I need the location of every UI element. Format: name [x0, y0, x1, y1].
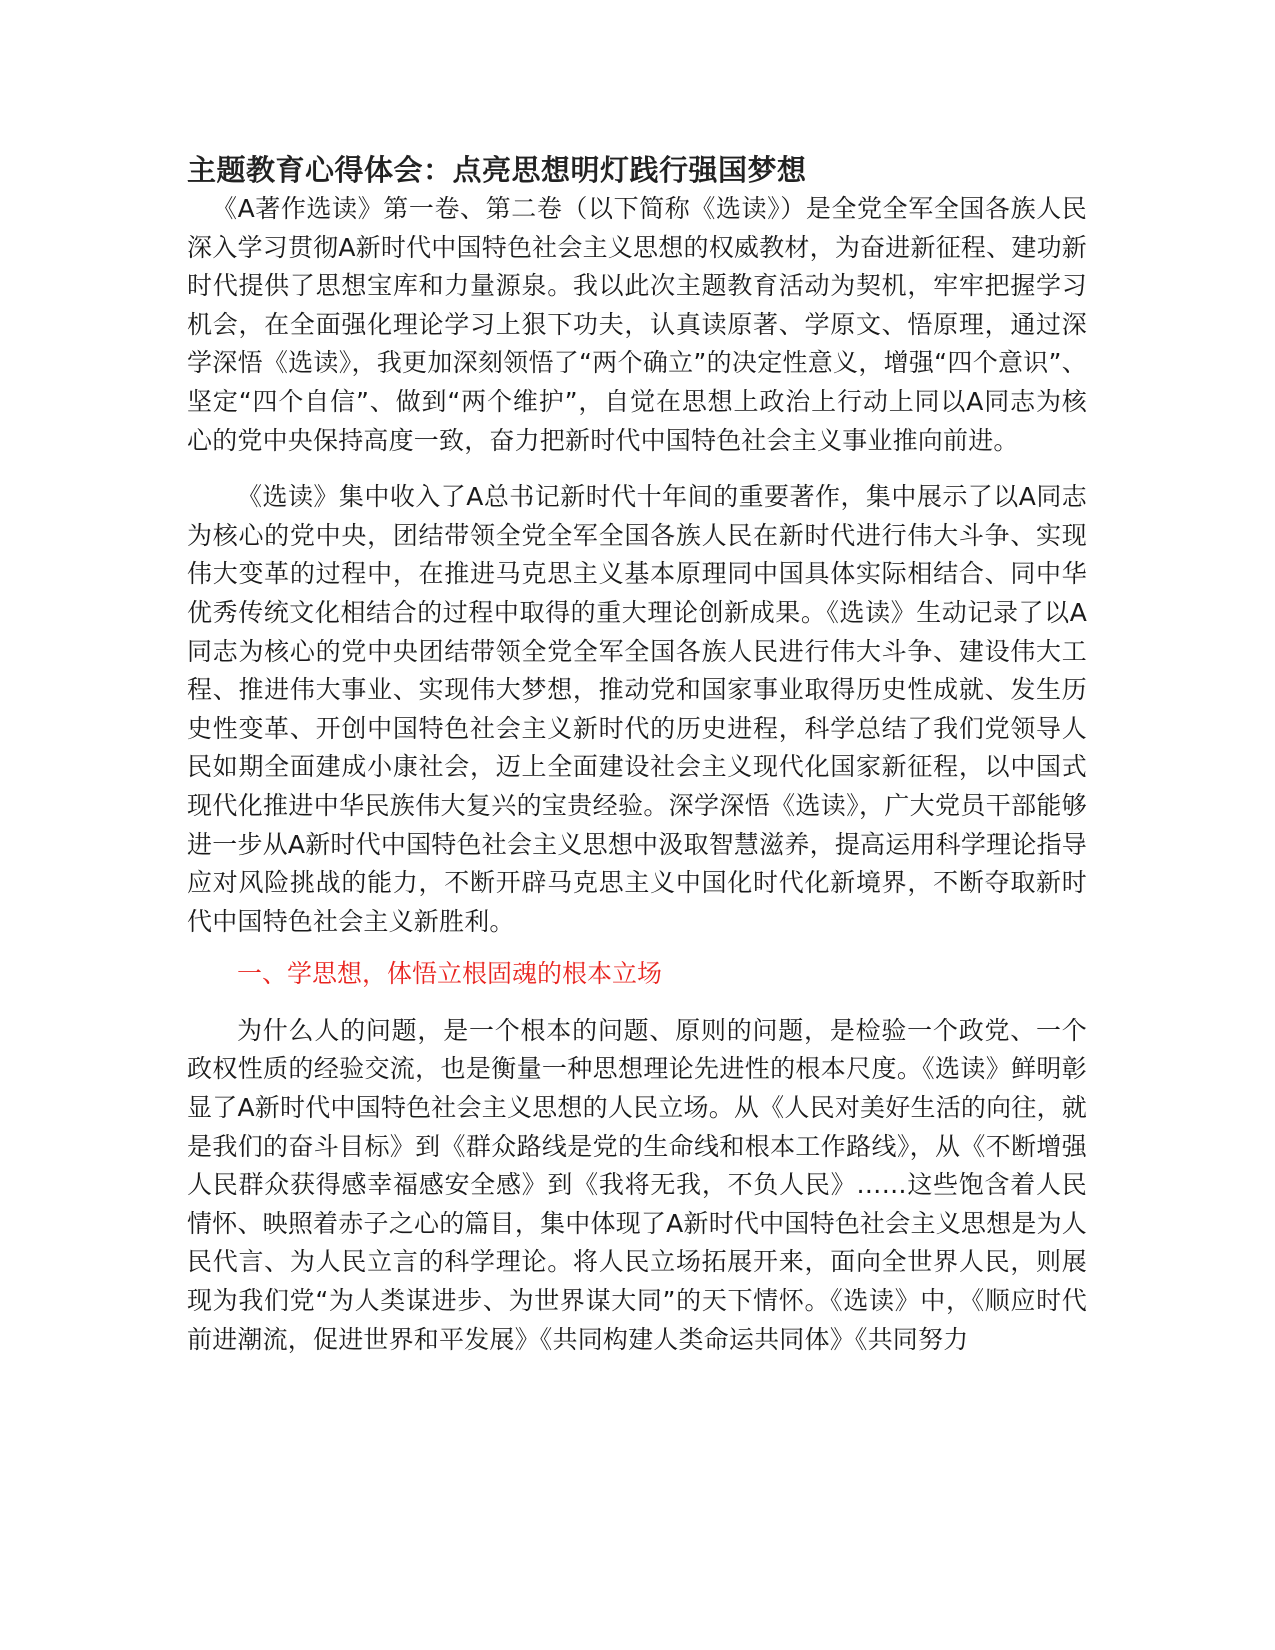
paragraph-intro: 《A著作选读》第一卷、第二卷（以下简称《选读》）是全党全军全国各族人民深入学习贯彻A新时代中国特色社会主义思想的权威教材，为奋进新征程、建功新时代提供了思想宝库和力量源泉。我以此次主题教育活动为契机，牢牢把握学习机会，在全面强化理论学习上狠下功夫，认真读原著、学原文、悟原理，通过深学深悟《选读》，我更加深刻领悟了“两个确立”的决定性意义，增强“四个意识”、坚定“四个自信”、做到“两个维护”，自觉在思想上政治上行动上同以A同志为核心的党中央保持高度一致，奋力把新时代中国特色社会主义事业推向前进。: [187, 194, 1087, 455]
paragraph-people-stance: 为什么人的问题，是一个根本的问题、原则的问题，是检验一个政党、一个政权性质的经验交流，也是衡量一种思想理论先进性的根本尺度。《选读》鲜明彰显了A新时代中国特色社会主义思想的人民立场。从《人民对美好生活的向往，就是我们的奋斗目标》到《群众路线是党的生命线和根本工作路线》，从《不断增强人民群众获得感幸福感安全感》到《我将无我，不负人民》……这些饱含着人民情怀、映照着赤子之心的篇目，集中体现了A新时代中国特色社会主义思想是为人民代言、为人民立言的科学理论。将人民立场拓展开来，面向全世界人民，则展现为我们党“为人类谋进步、为世界谋大同”的天下情怀。《选读》中，《顺应时代前进潮流，促进世界和平发展》《共同构建人类命运共同体》《共同努力: [187, 1015, 1087, 1354]
document-body: [187, 150, 1087, 1359]
section-heading-one: 一、学思想，体悟立根固魂的根本立场: [237, 959, 663, 989]
document-title: 主题教育心得体会：点亮思想明灯践行强国梦想: [187, 153, 807, 187]
paragraph-selected-readings: 《选读》集中收入了A总书记新时代十年间的重要著作，集中展示了以A同志为核心的党中央，团结带领全党全军全国各族人民在新时代进行伟大斗争、实现伟大变革的过程中，在推进马克思主义基本原理同中国具体实际相结合、同中华优秀传统文化相结合的过程中取得的重大理论创新成果。《选读》生动记录了以A同志为核心的党中央团结带领全党全军全国各族人民进行伟大斗争、建设伟大工程、推进伟大事业、实现伟大梦想，推动党和国家事业取得历史性成就、发生历史性变革、开创中国特色社会主义新时代的历史进程，科学总结了我们党领导人民如期全面建成小康社会，迈上全面建设社会主义现代化国家新征程，以中国式现代化推进中华民族伟大复兴的宝贵经验。深学深悟《选读》，广大党员干部能够进一步从A新时代中国特色社会主义思想中汲取智慧滋养，提高运用科学理论指导应对风险挑战的能力，不断开辟马克思主义中国化时代化新境界，不断夺取新时代中国特色社会主义新胜利。: [187, 482, 1087, 936]
